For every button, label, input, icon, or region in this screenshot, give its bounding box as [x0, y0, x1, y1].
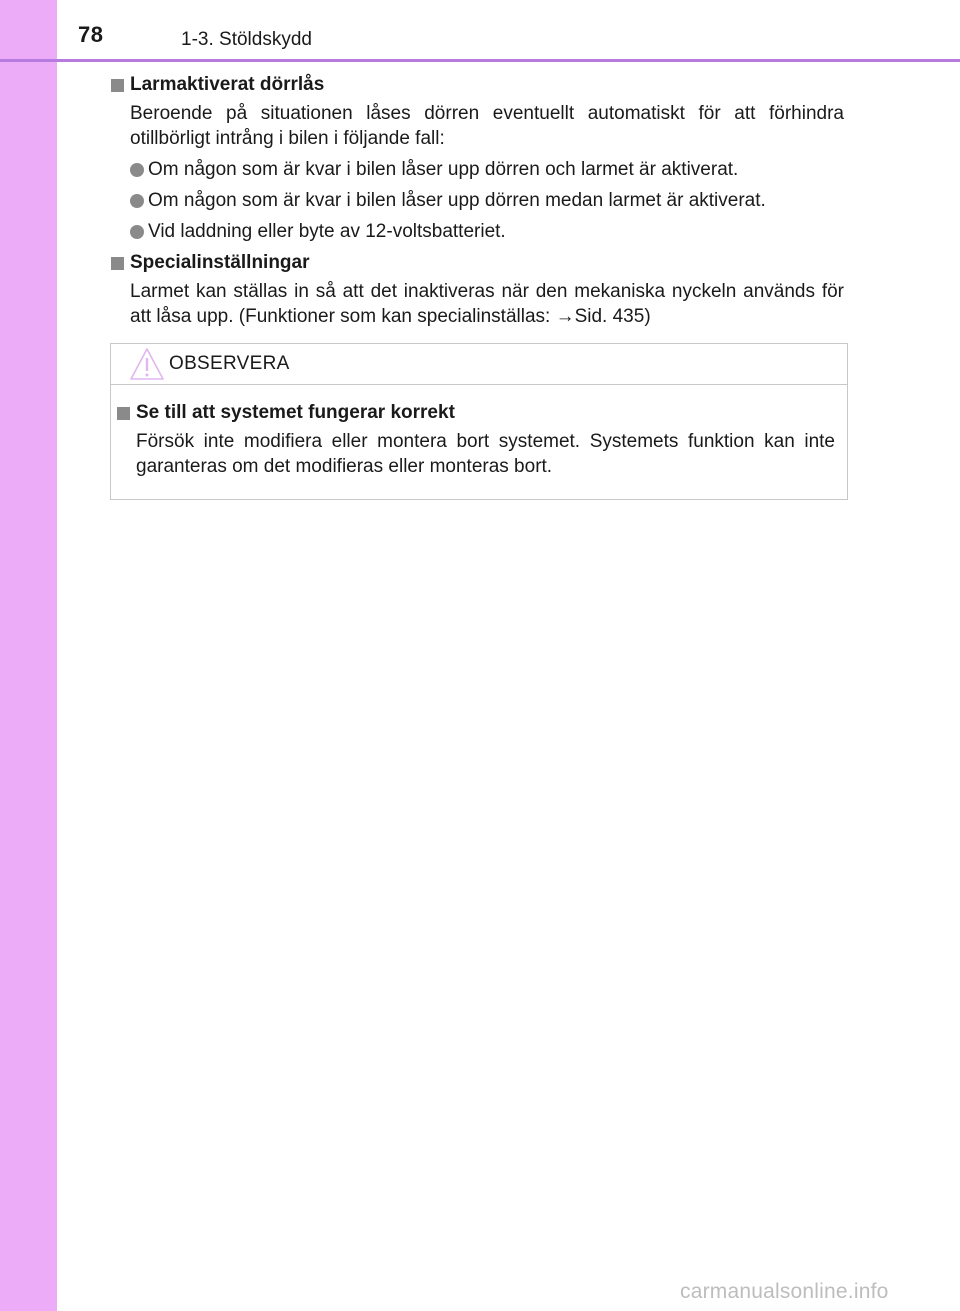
section-title: 1-3. Stöldskydd — [181, 29, 312, 50]
notice-heading-text: Se till att systemet fungerar korrekt — [136, 402, 455, 423]
heading-special-settings — [110, 250, 844, 276]
special-settings-text: Larmet kan ställas in så att det inaktiveras när den mekaniska nyckeln används för att låsa upp. (Funktioner som kan specialinställas: →Sid. 435) — [130, 281, 844, 327]
warning-triangle-icon — [129, 347, 165, 381]
round-bullet-icon — [130, 225, 144, 239]
square-bullet-icon — [111, 257, 124, 270]
square-bullet-icon — [111, 79, 124, 92]
round-bullet-icon — [130, 194, 144, 208]
notice-heading — [117, 400, 835, 426]
page-header — [0, 0, 960, 60]
list-item — [130, 219, 844, 244]
notice-body — [117, 400, 835, 479]
list-item-text: Om någon som är kvar i bilen låser upp dörren medan larmet är aktiverat. — [148, 190, 766, 211]
watermark: carmanualsonline.info — [680, 1280, 889, 1303]
heading-special-settings-text: Specialinställningar — [130, 252, 310, 273]
notice-box — [110, 343, 848, 500]
side-color-band — [0, 0, 57, 1311]
list-item-text: Om någon som är kvar i bilen låser upp dörren och larmet är aktiverat. — [148, 159, 739, 180]
main-content — [110, 72, 844, 329]
notice-text: Försök inte modifiera eller montera bort systemet. Systemets funktion kan inte garanteras om det modifieras eller monteras bort. — [136, 431, 835, 477]
round-bullet-icon — [130, 163, 144, 177]
heading-door-lock — [110, 72, 844, 98]
list-item — [130, 157, 844, 182]
notice-label: OBSERVERA — [169, 353, 290, 374]
heading-door-lock-text: Larmaktiverat dörrlås — [130, 74, 325, 95]
square-bullet-icon — [117, 407, 130, 420]
list-item — [130, 188, 844, 213]
page-number: 78 — [78, 22, 104, 47]
door-lock-intro: Beroende på situationen låses dörren eventuellt automatiskt för att förhindra otillbörligt intrång i bilen i följande fall: — [130, 103, 844, 149]
header-side-cap — [0, 0, 57, 60]
header-rule — [0, 59, 960, 62]
list-item-text: Vid laddning eller byte av 12-voltsbatteriet. — [148, 221, 506, 242]
notice-header — [111, 344, 847, 385]
